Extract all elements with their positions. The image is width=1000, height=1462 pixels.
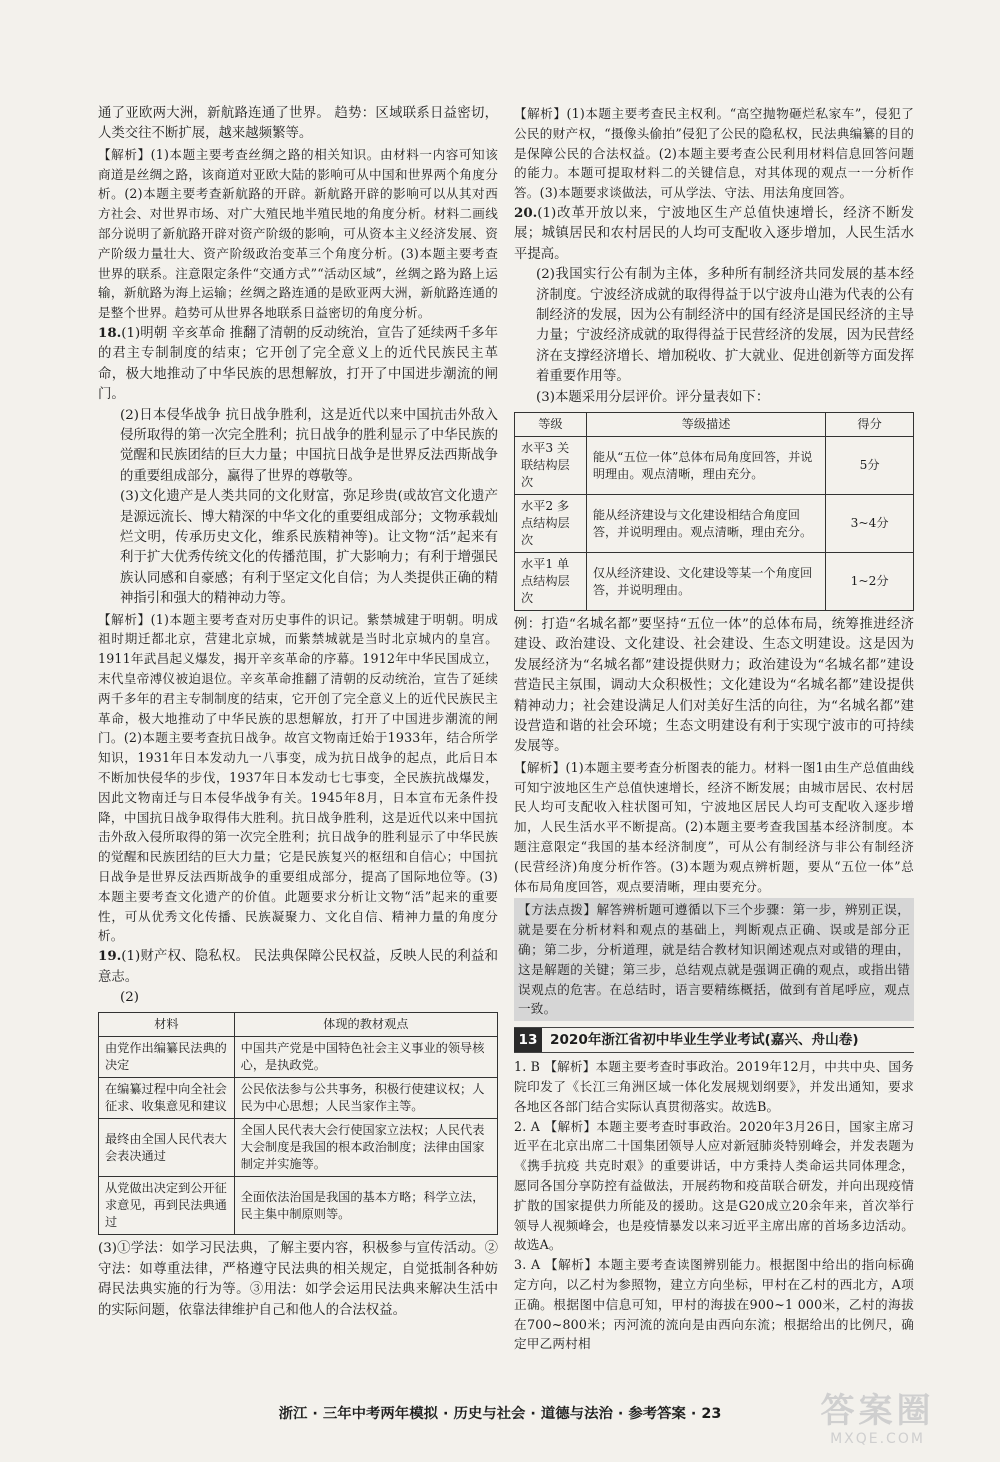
q18-number: 18. [98, 324, 122, 341]
q19-number: 19. [98, 948, 122, 965]
q19-answer-1: (1)财产权、隐私权。 民法典保障公民权益，反映人民的利益和意志。 [98, 949, 498, 985]
table-cell: 5分 [826, 437, 914, 495]
table-row [99, 1119, 498, 1177]
q19-table [98, 1012, 498, 1235]
table-cell: 能从“五位一体”总体布局角度回答，并说明理由。观点清晰，理由充分。 [586, 437, 825, 495]
table-row [99, 1037, 498, 1078]
left-column [98, 104, 498, 1321]
table-row [515, 437, 914, 495]
q19-label-2: (2) [120, 990, 139, 1006]
table-row [515, 553, 914, 611]
table-cell: 在编纂过程中向全社会征求、收集意见和建议 [99, 1078, 235, 1119]
table-cell: 水平3 关联结构层次 [515, 437, 587, 495]
table-row [99, 1078, 498, 1119]
watermark-url: MXQE.COM [830, 1431, 925, 1447]
section-header [514, 1027, 914, 1053]
q19-analysis: 【解析】(1)本题主要考查民主权利。“高空抛物砸烂私家车”，侵犯了公民的财产权，“摄像头偷拍”侵犯了公民的隐私权，民法典编纂的目的是保障公民的合法权益。(2)本题主要考查公民利用材料信息回答问题的能力。本题可提取材料二的关键信息，对其体现的观点一一分析作答。(3)本题要求谈做法，可从学法、守法、用法角度回答。 [514, 106, 914, 201]
table-header: 等级 [515, 413, 587, 437]
table-cell: 公民依法参与公共事务，积极行使建议权；人民为中心思想；人民当家作主等。 [234, 1078, 497, 1119]
table-cell: 水平2 多点结构层次 [515, 495, 587, 553]
q19-block [98, 946, 498, 1321]
q20-analysis: 【解析】(1)本题主要考查分析图表的能力。材料一图1由生产总值曲线可知宁波地区生产总值快速增长，经济不断发展；由城市居民、农村居民人均可支配收入柱状图可知，宁波地区居民人均可支配收入逐步增加，人民生活水平不断提高。(2)本题主要考查我国基本经济制度。本题注意限定“我国的基本经济制度”，可从公有制经济与非公有制经济(民营经济)角度分析作答。(3)本题为观点辨析题，要从“五位一体”总体布局角度回答，观点要清晰，理由要充分。 [514, 759, 914, 894]
q18-answer-1: (1)明朝 辛亥革命 推翻了清朝的反动统治，宣告了延续两千多年的君主专制制度的结束；它开创了完全意义上的近代民族民主革命，极大地推动了中华民族的思想解放，打开了中国进步潮流的闸门。 [98, 325, 498, 403]
q18-answer-2: (2)日本侵华战争 抗日战争胜利，这是近代以来中国抗击外敌入侵所取得的第一次完全胜利；抗日战争的胜利显示了中华民族的觉醒和民族团结的巨大力量；中国抗日战争是世界反法西斯战争的重要组成部分，赢得了世界的尊敬等。 [120, 407, 498, 484]
table-cell: 中国共产党是中国特色社会主义事业的领导核心，是执政党。 [234, 1037, 497, 1078]
section-title: 2020年浙江省初中毕业生学业考试(嘉兴、舟山卷) [550, 1032, 859, 1049]
table-cell: 仅从经济建设、文化建设等某一个角度回答，并说明理由。 [586, 553, 825, 611]
table-header: 材料 [99, 1013, 235, 1037]
table-cell: 水平1 单点结构层次 [515, 553, 587, 611]
q20-answer-1: (1)改革开放以来，宁波地区生产总值快速增长，经济不断发展；城镇居民和农村居民的人均可支配收入逐步增加，人民生活水平提高。 [514, 205, 914, 262]
q18-block [98, 323, 498, 946]
s13-q2: 2. A 【解析】本题主要考查时事政治。2020年3月26日，国家主席习近平在北京出席二十国集团领导人应对新冠肺炎特别峰会，并发表题为《携手抗疫 共克时艰》的重要讲话，中方秉持人类命运共同体理念，愿同各国分享防控有益做法，开展药物和疫苗联合研发，并向出现疫情扩散的国家提供力所能及的援助。这是G20成立20余年来，首次举行领导人视频峰会，也是疫情暴发以来习近平主席出席的首场多边活动。故选A。 [514, 1118, 914, 1253]
q17-analysis: 【解析】(1)本题主要考查丝绸之路的相关知识。由材料一内容可知该商道是丝绸之路，该商道对亚欧大陆的影响可从中国和世界两个角度分析。(2)本题主要考查新航路的开辟。新航路开辟的影响可以从其对西方社会、对世界市场、对广大殖民地半殖民地的角度分析。材料二画线部分说明了新航路开辟对资产阶级的影响，可从资本主义经济发展、资产阶级力量壮大、资产阶级政治变革三个角度分析。(3)本题主要考查世界的联系。注意限定条件“交通方式”“活动区域”，丝绸之路为路上运输，新航路为海上运输；丝绸之路连通的是欧亚两大洲，新航路连通的是整个世界。趋势可从世界各地联系日益密切的角度分析。 [98, 146, 498, 321]
table-cell: 全面依法治国是我国的基本方略；科学立法，民主集中制原则等。 [234, 1177, 497, 1235]
q20-answer-3-label: (3)本题采用分层评价。评分量表如下： [536, 389, 770, 405]
q17-trend-text: 通了亚欧两大洲，新航路连通了世界。 趋势：区域联系日益密切，人类交往不断扩展，越来越频繁等。 [98, 106, 498, 142]
table-cell: 从党做出决定到公开征求意见，再到民法典通过 [99, 1177, 235, 1235]
table-cell: 由党作出编纂民法典的决定 [99, 1037, 235, 1078]
q20-block [514, 203, 914, 1021]
q20-number: 20. [514, 204, 538, 221]
table-cell: 3~4分 [826, 495, 914, 553]
page-footer: 浙江 · 三年中考两年模拟 · 历史与社会 · 道德与法治 · 参考答案 · 23 [278, 1406, 722, 1422]
q20-answer-2: (2)我国实行公有制为主体，多种所有制经济共同发展的基本经济制度。宁波经济成就的取得得益于以宁波舟山港为代表的公有制经济的发展，因为公有制经济中的国有经济是国民经济的主导力量；宁波经济成就的取得得益于民营经济的发展，因为民营经济在支撑经济增长、增加税收、扩大就业、促进创新等方面发挥着重要作用等。 [536, 267, 914, 385]
table-cell: 能从经济建设与文化建设相结合角度回答，并说明理由。观点清晰，理由充分。 [586, 495, 825, 553]
table-row [515, 495, 914, 553]
table-header: 体现的教材观点 [234, 1013, 497, 1037]
section-number-badge: 13 [514, 1028, 542, 1052]
watermark-logo [795, 1392, 960, 1454]
s13-q1: 1. B 【解析】本题主要考查时事政治。2019年12月，中共中央、国务院印发了《长江三角洲区域一体化发展规划纲要》，并发出通知，要求各地区各部门结合实际认真贯彻落实。故选B。 [514, 1059, 914, 1114]
watermark-text: 答案圈 [820, 1391, 935, 1431]
table-cell: 最终由全国人民代表大会表决通过 [99, 1119, 235, 1177]
table-header: 得分 [826, 413, 914, 437]
q18-analysis: 【解析】(1)本题主要考查对历史事件的识记。紫禁城建于明朝。明成祖时期迁都北京，营建北京城，而紫禁城就是当时北京城内的皇宫。1911年武昌起义爆发，揭开辛亥革命的序幕。1912年中华民国成立，末代皇帝溥仪被迫退位。辛亥革命推翻了清朝的反动统治，宣告了延续两千多年的君主专制制度的结束，它开创了完全意义上的近代民族民主革命，极大地推动了中华民族的思想解放，打开了中国进步潮流的闸门。(2)本题主要考查抗日战争。故宫文物南迁始于1933年，结合所学知识，1931年日本发动九一八事变，成为抗日战争的起点，此后日本不断加快侵华的步伐，1937年日本发动七七事变，全民族抗战爆发，因此文物南迁与日本侵华战争有关。1945年8月，日本宣布无条件投降，中国抗日战争取得伟大胜利。抗日战争胜利，这是近代以来中国抗击外敌入侵所取得的第一次完全胜利；抗日战争的胜利显示了中华民族的觉醒和民族团结的巨大力量；它是民族复兴的枢纽和自信心；中国抗日战争是世界反法西斯战争的重要组成部分，提高了国际地位等。(3)本题主要考查文化遗产的价值。此题要求分析让文物“活”起来的重要性，可从优秀文化传播、民族凝聚力、文化自信、精神力量的角度分析。 [98, 611, 498, 944]
q20-scoring-table [514, 412, 914, 611]
table-cell: 全国人民代表大会行使国家立法权；人民代表大会制度是我国的根本政治制度；法律由国家制定并实施等。 [234, 1119, 497, 1177]
q19-answer-3: (3)①学法：如学习民法典，了解主要内容，积极参与宣传活动。②守法：如尊重法律，严格遵守民法典的相关规定，自觉抵制各种妨碍民法典实施的行为等。③用法：如学会运用民法典来解决生活中的实际问题，依靠法律维护自己和他人的合法权益。 [98, 1241, 498, 1318]
right-column [514, 104, 914, 1354]
table-header: 等级描述 [586, 413, 825, 437]
q20-example: 例：打造“名城名都”要坚持“五位一体”的总体布局，统筹推进经济建设、政治建设、文化建设、社会建设、生态文明建设。这是因为发展经济为“名城名都”建设提供财力；政治建设为“名城名都”建设营造民主氛围，调动大众积极性；文化建设为“名城名都”建设提供精神动力；社会建设满足人们对美好生活的向往，为“名城名都”建设营造和谐的社会环境；生态文明建设有利于实现宁波市的可持续发展等。 [514, 617, 914, 755]
table-cell: 1~2分 [826, 553, 914, 611]
s13-q3: 3. A 【解析】本题主要考查读图辨别能力。根据图中给出的指向标确定方向，以乙村为参照物，建立方向坐标，甲村在乙村的西北方，A项正确。根据图中信息可知，甲村的海拔在900~1 000米，乙村的海拔在700~800米；丙河流的流向是由西向东流；根据给出的比例尺，确定甲乙两村相 [514, 1257, 914, 1352]
q18-answer-3: (3)文化遗产是人类共同的文化财富，弥足珍贵(或故宫文化遗产是源远流长、博大精深的中华文化的重要组成部分；文物承载灿烂文明，传承历史文化，维系民族精神等)。让文物“活”起来有利于扩大优秀传统文化的传播范围，扩大影响力；有利于增强民族认同感和自豪感；有利于坚定文化自信；为人类提供正确的精神指引和强大的精神动力等。 [120, 489, 498, 607]
method-tips-box: 【方法点拨】解答辨析题可遵循以下三个步骤：第一步，辨别正误，就是要在分析材料和观点的基础上，判断观点正确、误或是部分正确；第二步，分析道理，就是结合教材知识阐述观点对或错的理由，这是解题的关键；第三步，总结观点就是强调正确的观点，或指出错误观点的危害。在总结时，语言要精练概括，做到有首尾呼应，观点一致。 [514, 898, 914, 1021]
table-row [99, 1177, 498, 1235]
